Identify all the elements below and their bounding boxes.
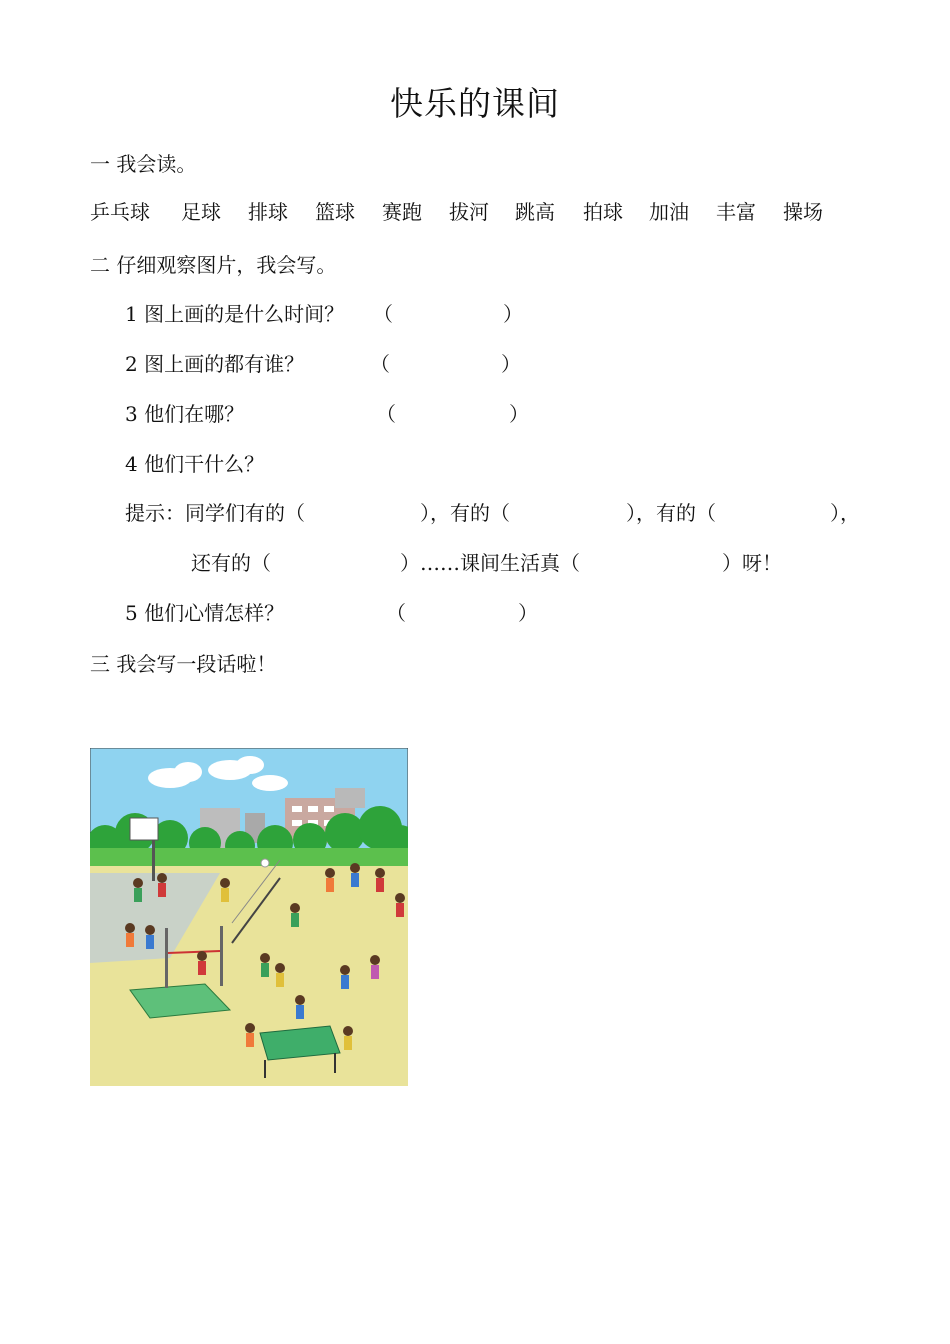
question-1: 1 图上画的是什么时间？ xyxy=(125,302,345,326)
page-title: 快乐的课间 xyxy=(390,84,560,123)
answer-1-close: ） xyxy=(503,302,523,326)
word-item: 加油 xyxy=(649,200,689,224)
answer-3-open: （ xyxy=(376,402,396,426)
hint-part-4: ）， xyxy=(830,501,860,525)
playground-illustration xyxy=(90,748,408,1086)
question-3: 3 他们在哪？ xyxy=(125,402,245,426)
section-3-heading: 三 我会写一段话啦！ xyxy=(90,652,277,676)
hint-line-2a: 还有的（ xyxy=(191,551,271,575)
answer-1-open: （ xyxy=(373,302,393,326)
word-item: 操场 xyxy=(783,200,823,224)
word-item: 拍球 xyxy=(583,200,623,224)
word-item: 丰富 xyxy=(716,200,756,224)
question-2: 2 图上画的都有谁？ xyxy=(125,352,305,376)
answer-5-close: ） xyxy=(518,601,538,625)
word-item: 足球 xyxy=(181,200,221,224)
section-1-heading: 一 我会读。 xyxy=(90,152,197,176)
hint-part-3: ），有的（ xyxy=(626,501,716,525)
word-item: 跳高 xyxy=(515,200,555,224)
question-5: 5 他们心情怎样？ xyxy=(125,601,285,625)
hint-line-2c: ）呀！ xyxy=(722,551,782,575)
hint-line-2b: ）……课间生活真（ xyxy=(400,551,580,575)
answer-2-close: ） xyxy=(501,352,521,376)
answer-2-open: （ xyxy=(370,352,390,376)
word-item: 乒乓球 xyxy=(90,200,150,224)
hint-part-2: ），有的（ xyxy=(420,501,510,525)
word-item: 赛跑 xyxy=(382,200,422,224)
word-item: 篮球 xyxy=(315,200,355,224)
hint-label: 提示：同学们有的（ xyxy=(125,501,305,525)
word-item: 排球 xyxy=(248,200,288,224)
section-2-heading: 二 仔细观察图片，我会写。 xyxy=(90,253,337,277)
ball-icon xyxy=(261,859,269,867)
answer-5-open: （ xyxy=(386,601,406,625)
word-item: 拔河 xyxy=(449,200,489,224)
answer-3-close: ） xyxy=(509,402,529,426)
question-4: 4 他们干什么？ xyxy=(125,452,265,476)
